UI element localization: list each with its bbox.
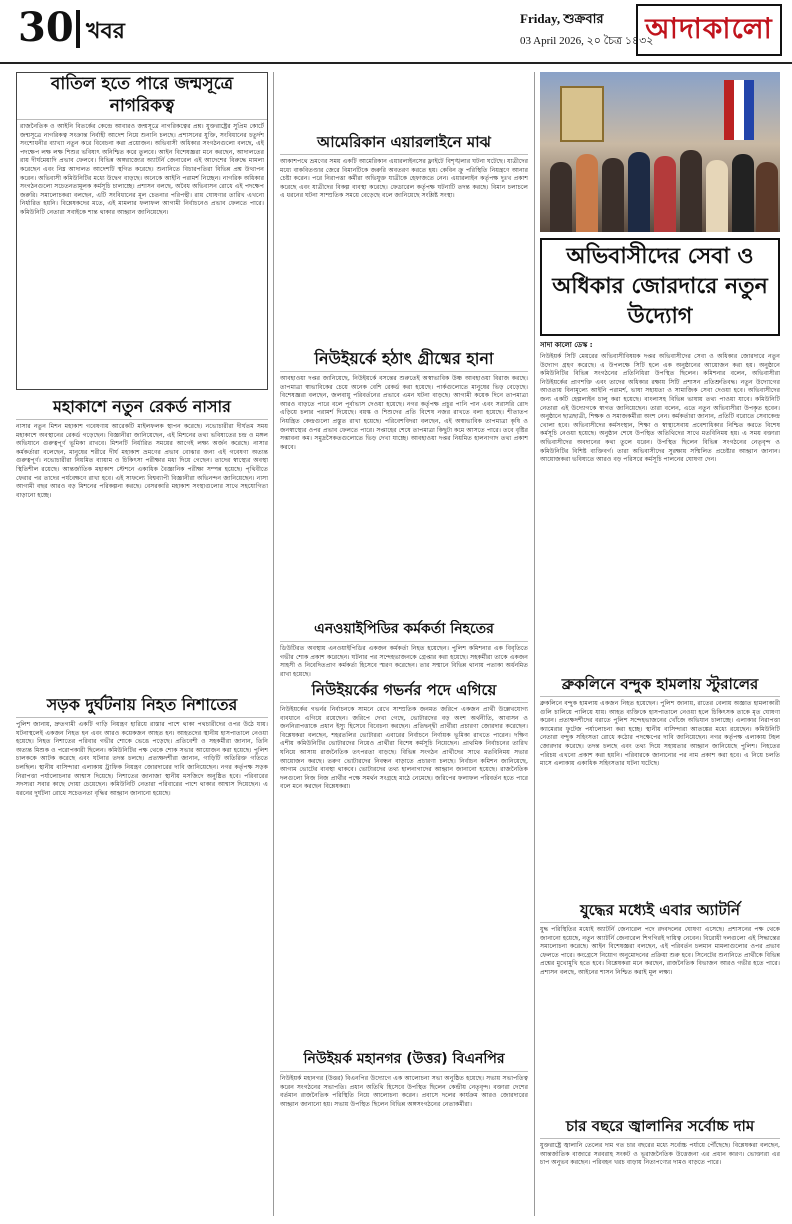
article-body: পুলিশ জানায়, দ্রুতগামী একটি গাড়ি নিয়ন্ত্রণ হারিয়ে রাস্তার পাশে থাকা পথচারীদের ওপর উঠে যায়। ঘটনাস্থলেই একজন নিহত হন এবং আরও কয়েকজন আহত হন। আহতদের স্থানীয় হাসপাতালে নেওয়া হয়েছে। নিহত নিশাতের পরিবার গভীর শোকে ভেঙে পড়েছে। প্রতিবেশী ও সহকর্মীরা জানান, তিনি অত্যন্ত মিশুক ও পরোপকারী ছিলেন। কমিউনিটির পক্ষ থেকে শোক সভার আয়োজন করা হয়েছে। পুলিশ চালককে আটক করেছে এবং ঘটনার তদন্ত চলছে। প্রত্যক্ষদর্শীরা জানান, গাড়িটি অতিরিক্ত গতিতে চলছিল। স্থানীয় বাসিন্দারা এলাকায় ট্রাফিক নিয়ন্ত্রণ জোরদারের দাবি জানিয়েছেন। নগর কর্তৃপক্ষ সড়ক নিরাপত্তা পর্যালোচনার আশ্বাস দিয়েছে। নিশাতের জানাজা স্থানীয় মসজিদে অনুষ্ঠিত হবে। পরিবারের সদস্যরা সবার কাছে দোয়া চেয়েছেন। কমিউনিটি নেতারা পরিবারের পাশে থাকার আশ্বাস দিয়েছেন। এ ধরনের দুর্ঘটনা রোধে সচেতনতা বৃদ্ধির আহ্বান জানানো হয়েছে। <box>16 721 268 797</box>
article-attorney <box>540 900 780 1110</box>
article-fuel-price <box>540 1116 780 1216</box>
photo-person <box>756 162 778 232</box>
article-american-airlines <box>280 72 528 222</box>
article-nasa <box>16 396 268 688</box>
article-byline: সাদা কালো ডেস্ক : <box>540 341 593 349</box>
photo-person <box>628 152 650 232</box>
article-headline: নিউইয়র্কের গভর্নর পদে এগিয়ে <box>280 680 528 703</box>
photo-person <box>576 154 598 232</box>
article-headline: নিউইয়র্কে হঠাৎ গ্রীষ্মের হানা <box>280 348 528 372</box>
article-headline: মহাকাশে নতুন রেকর্ড নাসার <box>16 396 268 420</box>
masthead-divider <box>76 10 80 48</box>
article-body: ব্রুকলিনে বন্দুক হামলায় একজন নিহত হয়েছেন। পুলিশ জানায়, রাতের বেলায় অজ্ঞাত হামলাকারী গুলি চালিয়ে পালিয়ে যায়। আহত ব্যক্তিকে হাসপাতালে নেওয়া হলে চিকিৎসক তাকে মৃত ঘোষণা করেন। প্রত্যক্ষদর্শীদের বরাতে পুলিশ সন্দেহভাজনের খোঁজে অভিযান চালাচ্ছে। এলাকার নিরাপত্তা ক্যামেরার ফুটেজ পর্যালোচনা করা হচ্ছে। স্থানীয় বাসিন্দারা আতঙ্কের মধ্যে রয়েছেন। কমিউনিটি নেতারা বন্দুক সহিংসতা রোধে কঠোর পদক্ষেপের দাবি জানিয়েছেন। নগর কর্তৃপক্ষ এলাকায় টহল জোরদার করেছে। তদন্ত চলছে এবং তথ্য দিয়ে সহায়তার আহ্বান জানিয়েছে পুলিশ। নিহতের পরিচয় এখনো প্রকাশ করা হয়নি। পরিবারকে জানানোর পর নাম প্রকাশ করা হবে। এ নিয়ে চলতি মাসে এলাকায় একাধিক সহিংসতার ঘটনা ঘটেছে। <box>540 700 780 768</box>
photo-person <box>706 160 728 232</box>
newspaper-logo: আদাকালো <box>636 4 782 56</box>
portrait-frame <box>560 86 604 142</box>
article-headline: এনওয়াইপিডির কর্মকর্তা নিহতের <box>280 620 528 642</box>
article-ny-governor <box>280 680 528 1020</box>
column-rule <box>534 72 535 1216</box>
article-body: নিউইয়র্ক মহানগর (উত্তর) বিএনপির উদ্যোগে এক আলোচনা সভা অনুষ্ঠিত হয়েছে। সভায় সভাপতিত্ব করেন সংগঠনের সভাপতি। প্রধান অতিথি হিসেবে উপস্থিত ছিলেন কেন্দ্রীয় নেতৃবৃন্দ। বক্তারা দেশের বর্তমান রাজনৈতিক পরিস্থিতি নিয়ে আলোচনা করেন। প্রবাসে দলের কার্যক্রম আরও জোরদারের আহ্বান জানানো হয়। সভায় উপস্থিত ছিলেন বিভিন্ন অঙ্গসংগঠনের নেতাকর্মীরা। <box>280 1075 528 1108</box>
photo-person <box>602 158 624 232</box>
masthead <box>0 0 792 64</box>
article-body: যুক্তরাষ্ট্রে জ্বালানি তেলের দাম গত চার বছরের মধ্যে সর্বোচ্চ পর্যায়ে পৌঁছেছে। বিশ্লেষকরা বলছেন, আন্তর্জাতিক বাজারে সরবরাহ সংকট ও ভূরাজনৈতিক উত্তেজনা এর প্রধান কারণ। ভোক্তারা এর চাপ অনুভব করছেন। পরিবহন খরচ বাড়ায় নিত্যপণ্যের দামও বাড়তে পারে। <box>540 1142 780 1167</box>
photo-person <box>680 150 702 232</box>
column-rule <box>273 72 274 1216</box>
photo-person <box>654 156 676 232</box>
article-body: নিউইয়র্কের গভর্নর নির্বাচনকে সামনে রেখে সাম্প্রতিক জনমত জরিপে একজন প্রার্থী উল্লেখযোগ্য ব্যবধানে এগিয়ে রয়েছেন। জরিপে দেখা গেছে, ভোটারদের বড় অংশ অর্থনীতি, আবাসন ও জননিরাপত্তাকে প্রধান ইস্যু হিসেবে বিবেচনা করছেন। প্রতিদ্বন্দ্বী প্রার্থীরা প্রচারণা জোরদার করেছেন। বিশ্লেষকরা বলছেন, শহরতলির ভোটাররা এবারের নির্বাচনে নির্ণায়ক ভূমিকা রাখতে পারেন। দক্ষিণ এশীয় কমিউনিটির ভোটারদের নিয়েও প্রার্থীরা বিশেষ কর্মসূচি নিয়েছেন। প্রাথমিক নির্বাচনের তারিখ ঘনিয়ে আসায় রাজনৈতিক তৎপরতা বাড়ছে। বিভিন্ন সংগঠন প্রার্থীদের সাথে মতবিনিময় সভার আয়োজন করছে। তরুণ ভোটারদের নিবন্ধন বাড়াতে প্রচারণা চলছে। নির্বাচন কমিশন জানিয়েছে, আগাম ভোটের ব্যবস্থা থাকবে। ভোটারদের তথ্য হালনাগাদের আহ্বান জানানো হয়েছে। রাজনৈতিক দলগুলো নিজ নিজ প্রার্থীর পক্ষে সমর্থন সংগ্রহে মাঠে নেমেছে। জরিপের ফলাফল পরিবর্তন হতে পারে বলে মনে করছেন বিশ্লেষকরা। <box>280 706 528 791</box>
masthead-date: 03 April 2026, ২০ চৈত্র ১৪৩২ <box>520 35 654 47</box>
article-body: নাসার নতুন মিশন মহাকাশ গবেষণায় আরেকটি মাইলফলক স্থাপন করেছে। নভোচারীরা দীর্ঘতম সময় মহাকাশে অবস্থানের রেকর্ড গড়েছেন। বিজ্ঞানীরা জানিয়েছেন, এই মিশনের তথ্য ভবিষ্যতের চন্দ্র ও মঙ্গল অভিযানে গুরুত্বপূর্ণ ভূমিকা রাখবে। মিশনটি নির্ধারিত সময়ের আগেই লক্ষ্য অর্জন করেছে। নাসার কর্মকর্তারা বলেছেন, মানুষের শরীরে দীর্ঘ মহাকাশ ভ্রমণের প্রভাব বোঝার জন্য এই গবেষণা অত্যন্ত গুরুত্বপূর্ণ। নভোচারীরা নিয়মিত ব্যায়াম ও চিকিৎসা পরীক্ষার মধ্য দিয়ে গেছেন। তাদের স্বাস্থ্যের অবস্থা স্থিতিশীল রয়েছে। আন্তর্জাতিক মহাকাশ স্টেশনে একাধিক বৈজ্ঞানিক পরীক্ষা সম্পন্ন হয়েছে। পৃথিবীতে ফেরার পর তাদের পর্যবেক্ষণে রাখা হবে। এই সাফল্যে বিশ্বব্যাপী বিজ্ঞানীরা অভিনন্দন জানিয়েছেন। নাসা আগামী বছর আরও বড় মিশনের পরিকল্পনা করছে। বেসরকারি মহাকাশ সংস্থাগুলোর সাথে সহযোগিতা বাড়ানো হচ্ছে। <box>16 423 268 499</box>
article-headline: অভিবাসীদের সেবা ও অধিকার জোরদারে নতুন উদ্যোগ <box>540 238 780 336</box>
article-headline: যুদ্ধের মধ্যেই এবার অ্যাটর্নি <box>540 900 780 923</box>
article-headline: চার বছরে জ্বালানির সর্বোচ্চ দাম <box>540 1116 780 1139</box>
article-body: নিউইয়র্ক সিটি মেয়রের অভিবাসীবিষয়ক দপ্তর অভিবাসীদের সেবা ও অধিকার জোরদারে নতুন উদ্যোগ গ্রহণ করেছে। এ উপলক্ষে সিটি হলে এক অনুষ্ঠানের আয়োজন করা হয়। অনুষ্ঠানে কমিউনিটির বিভিন্ন সংগঠনের প্রতিনিধিরা উপস্থিত ছিলেন। কমিশনার বলেন, অভিবাসীরা নিউইয়র্কের প্রাণশক্তি এবং তাদের অধিকার রক্ষায় সিটি প্রশাসন প্রতিশ্রুতিবদ্ধ। নতুন উদ্যোগের আওতায় বিনামূল্যে আইনি পরামর্শ, ভাষা সহায়তা ও সামাজিক সেবা দেওয়া হবে। অভিবাসীদের জন্য একটি হেল্পলাইন চালু করা হয়েছে। বাংলাসহ বিভিন্ন ভাষায় তথ্য পাওয়া যাবে। কমিউনিটি নেতারা এই উদ্যোগকে স্বাগত জানিয়েছেন। তারা বলেন, এতে নতুন অভিবাসীরা উপকৃত হবেন। অনুষ্ঠানে ছাত্রছাত্রী, শিক্ষক ও সমাজকর্মীরা অংশ নেন। কর্মকর্তারা জানান, প্রতিটি বরোতে সেবাকেন্দ্র খোলা হবে। অভিবাসীদের কর্মসংস্থান, শিক্ষা ও স্বাস্থ্যসেবায় প্রবেশাধিকার নিশ্চিত করতে বিশেষ কর্মসূচি নেওয়া হয়েছে। অনুষ্ঠান শেষে উপস্থিত অতিথিদের সাথে মতবিনিময় হয়। এ সময় বক্তারা অভিবাসীদের অবদানের কথা তুলে ধরেন। উপস্থিত ছিলেন বিভিন্ন সংগঠনের নেতৃবৃন্দ ও কমিউনিটির বিশিষ্ট ব্যক্তিবর্গ। তারা অভিবাসীদের সুরক্ষায় সম্মিলিত প্রচেষ্টার আহ্বান জানান। আয়োজকরা ভবিষ্যতে আরও বড় পরিসরে কর্মসূচি পালনের ঘোষণা দেন। <box>540 353 780 464</box>
article-headline: সড়ক দুর্ঘটনায় নিহত নিশাতের <box>16 694 268 718</box>
photo-person <box>550 162 572 232</box>
article-headline: আমেরিকান এয়ারলাইনে মাঝ <box>280 132 528 155</box>
article-body: যুদ্ধ পরিস্থিতির মধ্যেই অ্যাটর্নি জেনারেল পদে রদবদলের ঘোষণা এসেছে। প্রশাসনের পক্ষ থেকে জানানো হয়েছে, নতুন অ্যাটর্নি জেনারেল শিগগিরই দায়িত্ব নেবেন। বিরোধী দলগুলো এই সিদ্ধান্তের সমালোচনা করেছে। আইন বিশেষজ্ঞরা বলছেন, এই পরিবর্তন চলমান মামলাগুলোর ওপর প্রভাব ফেলতে পারে। কংগ্রেসে নিয়োগ অনুমোদনের প্রক্রিয়া শুরু হবে। সিনেটের শুনানিতে প্রার্থীকে বিভিন্ন প্রশ্নের মুখোমুখি হতে হবে। বিশ্লেষকরা মনে করছেন, রাজনৈতিক বিভাজন আরও গভীর হতে পারে। প্রশাসন বলছে, আইনের শাসন নিশ্চিত করাই মূল লক্ষ্য। <box>540 926 780 976</box>
article-body: ডিউটিরত অবস্থায় এনওয়াইপিডির একজন কর্মকর্তা নিহত হয়েছেন। পুলিশ কমিশনার এক বিবৃতিতে গভীর শোক প্রকাশ করেছেন। ঘটনার পর সন্দেহভাজনকে গ্রেপ্তার করা হয়েছে। সহকর্মীরা তাকে একজন সাহসী ও নিবেদিতপ্রাণ কর্মকর্তা হিসেবে স্মরণ করেছেন। তার সম্মানে বিভিন্ন থানায় পতাকা অর্ধনমিত রাখা হয়েছে। <box>280 645 528 678</box>
article-ny-summer <box>280 228 528 470</box>
flag-decoration <box>724 80 754 140</box>
article-headline: ব্রুকলিনে বন্দুক হামলায় স্টুরালের <box>540 674 780 697</box>
photo-person <box>732 154 754 232</box>
article-road-accident <box>16 694 268 1216</box>
page-number: 30 <box>18 4 74 51</box>
section-label: খবর <box>86 19 125 44</box>
article-citizenship <box>16 72 268 390</box>
article-headline: বাতিল হতে পারে জন্মসূত্রে নাগরিকত্ব <box>17 73 267 120</box>
article-bnp-north <box>280 1050 528 1216</box>
event-photo <box>540 72 780 232</box>
article-body: আবহাওয়া দপ্তর জানিয়েছে, নিউইয়র্কে বসন্তের শুরুতেই অস্বাভাবিক উষ্ণ আবহাওয়া বিরাজ করছে। তাপমাত্রা স্বাভাবিকের চেয়ে অনেক বেশি রেকর্ড করা হয়েছে। পার্কগুলোতে মানুষের ভিড় বেড়েছে। বিশেষজ্ঞরা বলছেন, জলবায়ু পরিবর্তনের প্রভাবে এমন ঘটনা বাড়ছে। আগামী কয়েক দিনে তাপমাত্রা আরও বাড়তে পারে বলে পূর্বাভাস দেওয়া হয়েছে। নগর কর্তৃপক্ষ প্রচুর পানি পান এবং সরাসরি রোদ এড়িয়ে চলার পরামর্শ দিয়েছে। বয়স্ক ও শিশুদের প্রতি বিশেষ নজর রাখতে বলা হয়েছে। শীতাতপ নিয়ন্ত্রিত কেন্দ্রগুলো প্রস্তুত রাখা হয়েছে। পরিবেশবিদরা বলছেন, এই অস্বাভাবিক তাপমাত্রা কৃষি ও জনস্বাস্থ্যের ওপর প্রভাব ফেলতে পারে। সপ্তাহের শেষে তাপমাত্রা কিছুটা কমে আসতে পারে। তবে বৃষ্টির সম্ভাবনা কম। সমুদ্রসৈকতগুলোতে ভিড় দেখা যাচ্ছে। আবহাওয়া দপ্তর নিয়মিত হালনাগাদ তথ্য প্রকাশ করবে। <box>280 375 528 451</box>
masthead-day: Friday, শুক্রবার <box>520 11 604 26</box>
article-immigrant-services <box>540 238 780 670</box>
article-body: আকাশপথে ভ্রমণের সময় একটি আমেরিকান এয়ারলাইনসের ফ্লাইটে বিশৃঙ্খলার ঘটনা ঘটেছে। যাত্রীদের মধ্যে বাকবিতণ্ডার জেরে বিমানটিকে জরুরি অবতরণ করতে হয়। কেবিন ক্রু পরিস্থিতি নিয়ন্ত্রণে আনার চেষ্টা করেন। পরে নিরাপত্তা কর্মীরা অভিযুক্ত যাত্রীকে হেফাজতে নেন। এয়ারলাইন কর্তৃপক্ষ দুঃখ প্রকাশ করেছে এবং যাত্রীদের বিকল্প ব্যবস্থা করেছে। ফেডারেল কর্তৃপক্ষ ঘটনাটি তদন্ত করছে। বিমান চলাচলে এ ধরনের ঘটনা সাম্প্রতিক সময়ে বেড়েছে বলে জানিয়েছে সংশ্লিষ্ট সংস্থা। <box>280 158 528 200</box>
article-headline: নিউইয়র্ক মহানগর (উত্তর) বিএনপির <box>280 1050 528 1072</box>
article-body: রাজনৈতিক ও আইনি বিতর্কের কেন্দ্রে আবারও জন্মসূত্রে নাগরিকত্বের প্রশ্ন। যুক্তরাষ্ট্রের সুপ্রিম কোর্টে জন্মসূত্রে নাগরিকত্ব সংক্রান্ত নির্বাহী আদেশ নিয়ে শুনানি চলছে। প্রশাসনের যুক্তি, সংবিধানের চতুর্দশ সংশোধনীর ব্যাখ্যা নতুন করে বিবেচনা করা প্রয়োজন। অভিবাসী অধিকার সংগঠনগুলো বলছে, এই পদক্ষেপ লক্ষ লক্ষ শিশুর ভবিষ্যৎ অনিশ্চিত করে তুলবে। আইন বিশেষজ্ঞরা মনে করছেন, আদালতের রায় দীর্ঘমেয়াদি প্রভাব ফেলবে। বিভিন্ন অঙ্গরাজ্যের অ্যাটর্নি জেনারেল এই আদেশের বিরুদ্ধে মামলা করেছেন এবং নিম্ন আদালত আদেশটি স্থগিত করেছে। শুনানিতে বিচারপতিরা বিভিন্ন প্রশ্ন উত্থাপন করেন। অভিবাসী কমিউনিটির মধ্যে উদ্বেগ বাড়ছে। অনেকে আইনি পরামর্শ নিচ্ছেন। নাগরিক অধিকার সংগঠনগুলো সচেতনতামূলক কর্মসূচি চালাচ্ছে। প্রশাসন বলছে, অবৈধ অভিবাসন রোধে এই পদক্ষেপ জরুরি। সমালোচকরা বলছেন, এটি সংবিধানের মূল চেতনার পরিপন্থী। রায় ঘোষণার তারিখ এখনো নির্ধারিত হয়নি। বিশ্লেষকদের মতে, এই মামলার ফলাফল আগামী নির্বাচনেও প্রভাব ফেলতে পারে। কমিউনিটি নেতারা সবাইকে শান্ত থাকার আহ্বান জানিয়েছেন। <box>20 123 264 216</box>
article-brooklyn-shooting <box>540 674 780 894</box>
